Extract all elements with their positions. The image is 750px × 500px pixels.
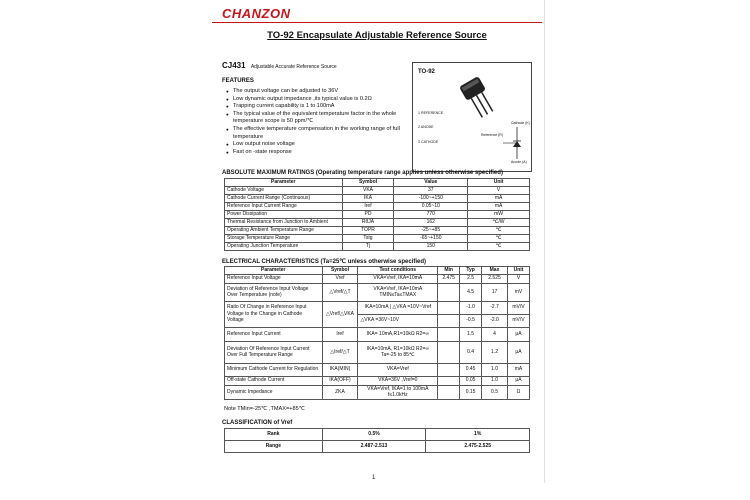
cell: Deviation Of Reference Input Current Over Full Temperature Range [225,341,323,363]
table-row [225,202,530,210]
ec-heading: ELECTRICAL CHARACTERISTICS (Ta=25℃ unless otherwise specified) [222,259,427,265]
column-header: Typ [460,267,482,275]
page-number: 1 [372,475,376,481]
cell: 4.5 [460,283,482,301]
cell: mA [507,363,529,376]
cell: 1.5 [460,327,482,341]
cell: Reference Input Current [225,327,323,341]
cell: Cathode Current Range (Continuous) [225,194,343,202]
feature-item: ● The typical value of the equivalent temperature factor in the whole temperature scope is 50 ppm/℃ [226,111,406,126]
part-description: Adjustable Accurate Reference Source [250,64,337,70]
cell: △Vref/△VKA [322,301,358,327]
cell [438,376,460,385]
cell: -1.0 [460,301,482,314]
cell: VKA=Vref, IKA=10mA [358,274,438,283]
cell: 0.45 [460,363,482,376]
schematic-anode-label: Anode (A) [511,160,527,164]
cell: ℃/W [468,218,530,226]
electrical-characteristics-table [224,266,530,400]
cell: Minimum Cathode Current for Regulation [225,363,323,376]
cell: 770 [394,210,468,218]
cell: mV/V [507,314,529,327]
table-row [225,210,530,218]
cell: TOPR [342,226,394,234]
cell: IKA= 10mA,R1=10kΩ R2=∞ [358,327,438,341]
table-row [225,385,530,399]
table-row [225,242,530,250]
cell: 0.5 [482,385,508,399]
column-header: Unit [468,179,530,187]
cell: IKA(OFF) [322,376,358,385]
cell: 37 [394,186,468,194]
cell: △Iref/△T [322,341,358,363]
cell: mV/V [507,301,529,314]
cell: mA [468,194,530,202]
cell: Reference Input Voltage [225,274,323,283]
cell: Cathode Voltage [225,186,343,194]
zener-symbol-icon [503,127,521,159]
feature-item: ● Trapping current capability is 1 to 100mA [226,103,406,111]
cell [438,385,460,399]
cell: Reference Input Current Range [225,202,343,210]
cell: 2.525 [482,274,508,283]
cell: Off-state Cathode Current [225,376,323,385]
cell: 0.05 [460,376,482,385]
cell: 0.4 [460,341,482,363]
cell: △Vref/△T [322,283,358,301]
cell: Operating Ambient Temperature Range [225,226,343,234]
cell [438,283,460,301]
table-row [225,301,530,314]
table-row [225,234,530,242]
classification-table [224,428,530,453]
table-row [225,376,530,385]
cell: 1% [426,429,530,441]
cell: 1.0 [482,376,508,385]
part-number [222,61,337,70]
pin-label-3: 3 CATHODE [418,140,439,144]
cell: Vref [322,274,358,283]
column-header: Parameter [225,267,323,275]
cell: μA [507,376,529,385]
cell: VKA [342,186,394,194]
cell: 0.15 [460,385,482,399]
column-header: Symbol [322,267,358,275]
cell: Iref [322,327,358,341]
cell: ZKA [322,385,358,399]
cell: 162 [394,218,468,226]
cell: mA [468,202,530,210]
cell [438,301,460,314]
package-label: TO-92 [418,69,435,75]
page-title: TO-92 Encapsulate Adjustable Reference Source [267,30,487,41]
cell: RθJA [342,218,394,226]
cell: -100~+150 [394,194,468,202]
column-header: Value [394,179,468,187]
cell: Rank [225,429,323,441]
part-number-text: CJ431 [222,61,246,70]
cell: 0.05~10 [394,202,468,210]
cell: -65~+150 [394,234,468,242]
cell: 1.2 [482,341,508,363]
table-row [225,226,530,234]
feature-item: ● Low output noise voltage [226,141,406,149]
cell: ℃ [468,242,530,250]
table-header-row [225,179,530,187]
cell: Dynamic Impedance [225,385,323,399]
table-row [225,341,530,363]
header-rule [212,22,542,23]
cell: Iref [342,202,394,210]
table-row [225,327,530,341]
table-row [225,363,530,376]
cell: Tj [342,242,394,250]
package-box [412,62,532,172]
pin-label-1: 1 REFERENCE [418,111,444,115]
cell: Tstg [342,234,394,242]
cell: -2.7 [482,301,508,314]
amr-heading: ABSOLUTE MAXIMUM RATINGS (Operating temperature range applies unless otherwise specified) [222,170,503,176]
to92-package-icon [413,63,531,171]
table-row [225,218,530,226]
cell: VKA=36V ,Vref=0 [358,376,438,385]
cell: μA [507,341,529,363]
schematic-reference-label: Reference (R) [481,133,503,137]
table-row [225,274,530,283]
cell: 2.475 [438,274,460,283]
table-row [225,186,530,194]
column-header: Unit [507,267,529,275]
cell: -25~+85 [394,226,468,234]
cell [438,363,460,376]
cell: IKA [342,194,394,202]
cell: Ω [507,385,529,399]
classification-heading: CLASSIFICATION of Vref [222,420,293,426]
pin-label-2: 2 ANODE [418,125,434,129]
cell: VKA=Vref, IKA=10mA TMIN≤Ta≤TMAX [358,283,438,301]
cell: -0.5 [460,314,482,327]
cell: 150 [394,242,468,250]
feature-item: ● The effective temperature compensation in the working range of full temperature [226,126,406,141]
cell: Thermal Resistance from Junction to Ambient [225,218,343,226]
table-row [225,429,530,441]
cell: 17 [482,283,508,301]
brand-logo: CHANZON [222,6,291,21]
note-text: Note TMin=-25℃ ,TMAX=+85℃ [224,406,306,412]
cell: Deviation of Reference Input Voltage Over Temperature (note) [225,283,323,301]
column-header: Parameter [225,179,343,187]
cell: PD [342,210,394,218]
cell: Storage Temperature Range [225,234,343,242]
cell: Range [225,441,323,453]
cell: ℃ [468,234,530,242]
table-row [225,441,530,453]
cell: 2.487-2.513 [322,441,426,453]
cell: 2.5 [460,274,482,283]
cell [438,327,460,341]
cell: ℃ [468,226,530,234]
absolute-max-ratings-table [224,178,530,251]
cell: 2.475-2.525 [426,441,530,453]
features-heading: FEATURES [222,78,254,84]
cell: 1.0 [482,363,508,376]
table-row [225,194,530,202]
column-header: Symbol [342,179,394,187]
cell: Operating Junction Temperature [225,242,343,250]
cell: mV [507,283,529,301]
cell: 0.5% [322,429,426,441]
features-list [226,88,406,156]
column-header: Max [482,267,508,275]
cell [438,314,460,327]
table-header-row [225,267,530,275]
cell [438,341,460,363]
cell: △VKA =36V~10V [358,314,438,327]
cell: VKA=Vref, IKA=1 to 100mA f≤1.0kHz [358,385,438,399]
column-header: Test conditions [358,267,438,275]
column-header: Min [438,267,460,275]
cell: Power Dissipation [225,210,343,218]
table-row [225,283,530,301]
cell: IKA(MIN) [322,363,358,376]
feature-item: ● Low dynamic output impedance ,its typical value is 0.2Ω [226,96,406,104]
cell: Ratio Of Change in Reference Input Voltage to the Change in Cathode Voltage [225,301,323,327]
cell: IKA=10mA, R1=10kΩ R2=∞ Ta=-25 to 85℃ [358,341,438,363]
cell: V [468,186,530,194]
cell: -2.0 [482,314,508,327]
feature-item: ● The output voltage can be adjusted to 36V [226,88,406,96]
feature-item: ● Fast on -state response [226,149,406,157]
cell: 4 [482,327,508,341]
cell: μA [507,327,529,341]
cell: VKA=Vref [358,363,438,376]
schematic-cathode-label: Cathode (K) [511,121,530,125]
cell: V [507,274,529,283]
cell: IKA=10mA | △VKA =10V~Vref [358,301,438,314]
cell: mW [468,210,530,218]
